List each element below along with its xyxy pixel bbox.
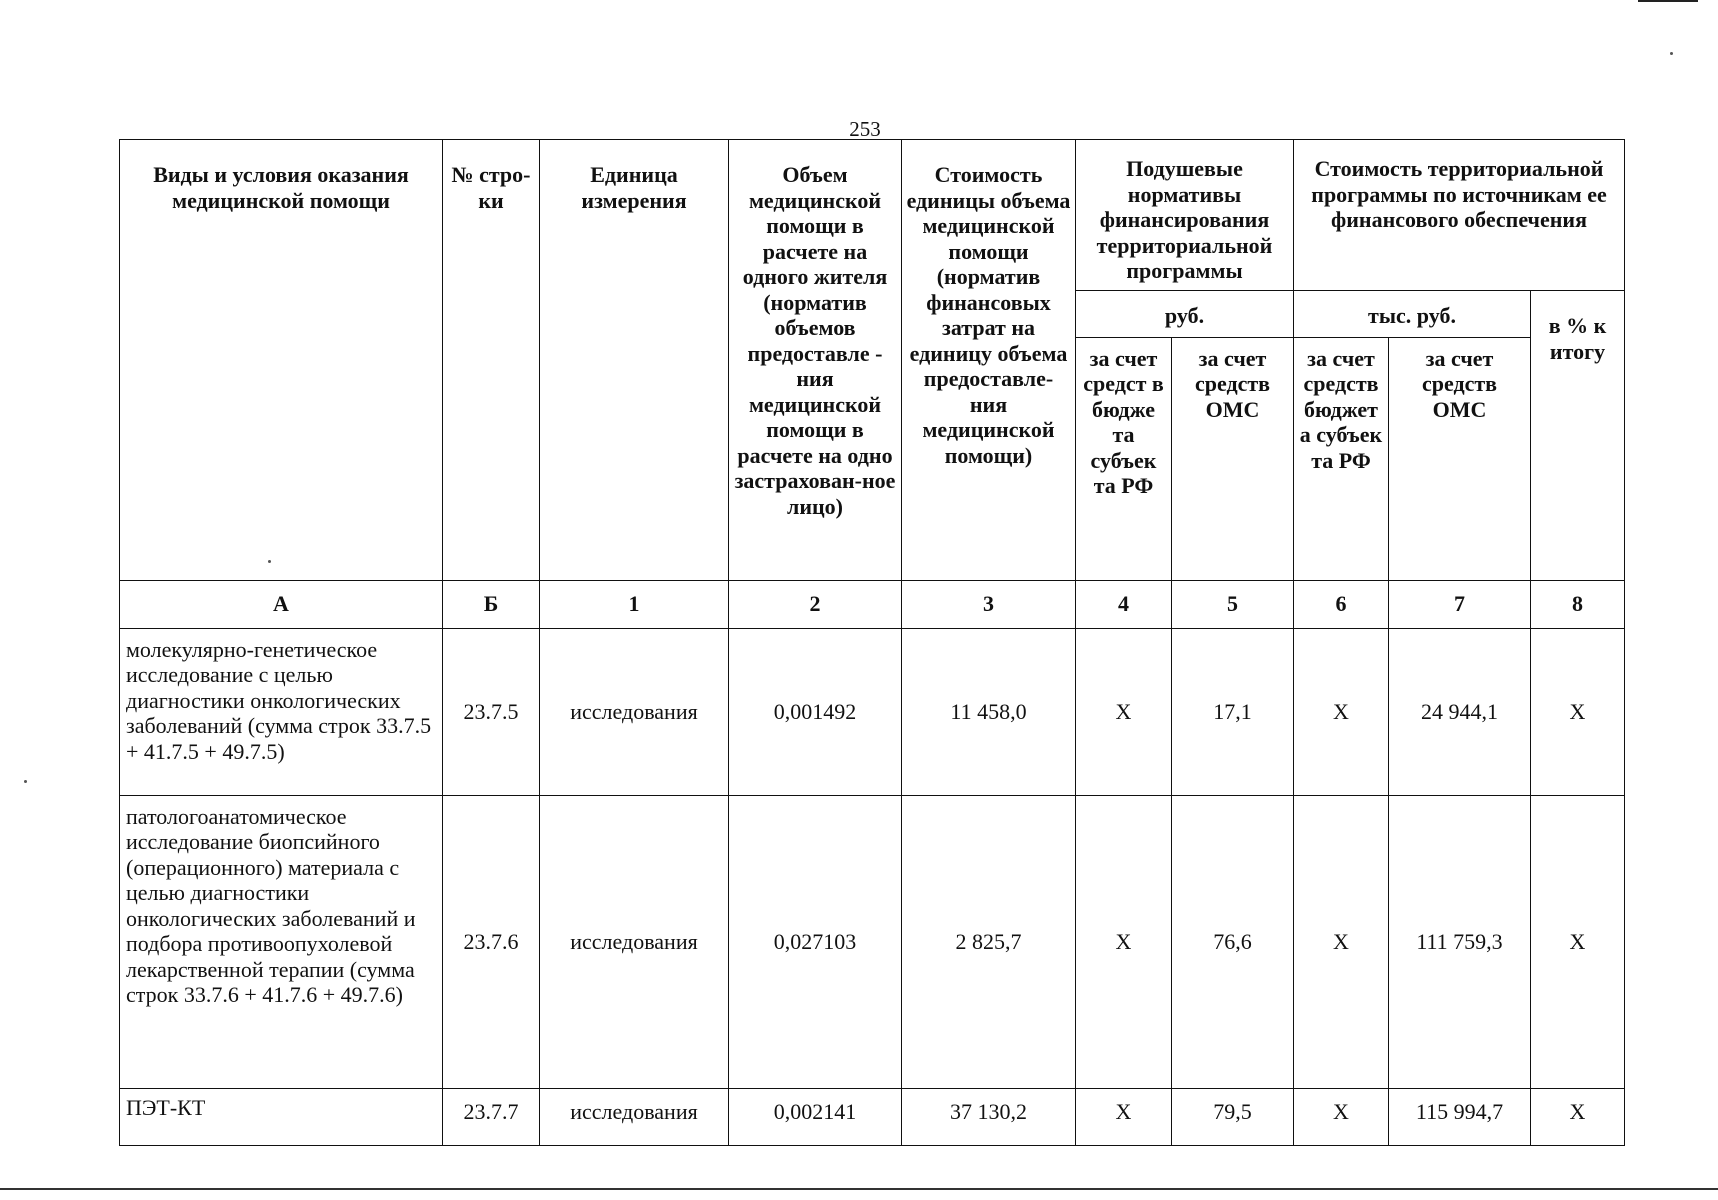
column-number: 7 bbox=[1389, 580, 1531, 628]
volume-cell: 0,027103 bbox=[729, 795, 902, 1088]
care-type-cell: патологоанатомическое исследование биопсийного (операционного) материала с целью диагностики онкологических заболеваний и подбора противоопухолевой лекарственной терапии (сумма строк 33.7.6 + 41.7.6 + 49.7.6) bbox=[120, 795, 443, 1088]
unit-cell: исследования bbox=[540, 795, 729, 1088]
column-number: 3 bbox=[902, 580, 1076, 628]
header-unit: Единица измерения bbox=[540, 140, 729, 581]
cost-budget-cell: Х bbox=[1294, 628, 1389, 795]
care-type-cell: ПЭТ-КТ bbox=[120, 1088, 443, 1145]
unit-cell: исследования bbox=[540, 628, 729, 795]
percent-cell: Х bbox=[1531, 628, 1625, 795]
page-number: 253 bbox=[849, 117, 881, 141]
header-volume: Объем медицинской помощи в расчете на одного жителя (норматив объемов предоставле - ния медицинской помощи в расчете на одно застрахован-ное лицо) bbox=[729, 140, 902, 581]
table-row bbox=[120, 1088, 1625, 1145]
financing-table bbox=[119, 139, 1624, 1146]
percapita-oms-cell: 17,1 bbox=[1172, 628, 1294, 795]
row-number-cell: 23.7.7 bbox=[443, 1088, 540, 1145]
column-number: 5 bbox=[1172, 580, 1294, 628]
column-number: 1 bbox=[540, 580, 729, 628]
table-row bbox=[120, 628, 1625, 795]
header-cost-budget: за счет средств бюджет а субъек та РФ bbox=[1294, 337, 1389, 580]
cost-budget-cell: Х bbox=[1294, 795, 1389, 1088]
percapita-oms-cell: 79,5 bbox=[1172, 1088, 1294, 1145]
header-row-number: № стро-ки bbox=[443, 140, 540, 581]
cost-oms-cell: 115 994,7 bbox=[1389, 1088, 1531, 1145]
column-number: Б bbox=[443, 580, 540, 628]
column-number: 4 bbox=[1076, 580, 1172, 628]
scan-dust-mark bbox=[1670, 52, 1673, 55]
volume-cell: 0,002141 bbox=[729, 1088, 902, 1145]
percapita-budget-cell: Х bbox=[1076, 1088, 1172, 1145]
unit-cell: исследования bbox=[540, 1088, 729, 1145]
column-number: А bbox=[120, 580, 443, 628]
table-row bbox=[120, 795, 1625, 1088]
unit-cost-cell: 37 130,2 bbox=[902, 1088, 1076, 1145]
header-program-cost-group: Стоимость территориальной программы по источникам ее финансового обеспечения bbox=[1294, 140, 1625, 291]
header-percapita-budget: за счет средст в бюдже та субъек та РФ bbox=[1076, 337, 1172, 580]
row-number-cell: 23.7.6 bbox=[443, 795, 540, 1088]
column-number: 6 bbox=[1294, 580, 1389, 628]
care-type-cell: молекулярно-генетическое исследование с целью диагностики онкологических заболеваний (сумма строк 33.7.5 + 41.7.5 + 49.7.5) bbox=[120, 628, 443, 795]
header-per-capita-group: Подушевые нормативы финансирования территориальной программы bbox=[1076, 140, 1294, 291]
header-unit-cost: Стоимость единицы объема медицинской помощи (норматив финансовых затрат на единицу объема предоставле-ния медицинской помощи) bbox=[902, 140, 1076, 581]
percent-cell: Х bbox=[1531, 795, 1625, 1088]
column-number: 2 bbox=[729, 580, 902, 628]
column-number-row bbox=[120, 580, 1625, 628]
header-thousand-rub: тыс. руб. bbox=[1294, 291, 1531, 338]
header-rub: руб. bbox=[1076, 291, 1294, 338]
cost-oms-cell: 24 944,1 bbox=[1389, 628, 1531, 795]
scan-bottom-edge bbox=[0, 1188, 1718, 1190]
cost-budget-cell: Х bbox=[1294, 1088, 1389, 1145]
header-percapita-oms: за счет средств ОМС bbox=[1172, 337, 1294, 580]
scan-dust-mark bbox=[24, 780, 27, 783]
header-cost-oms: за счет средств ОМС bbox=[1389, 337, 1531, 580]
header-care-type: Виды и условия оказания медицинской помощи bbox=[120, 140, 443, 581]
percapita-oms-cell: 76,6 bbox=[1172, 795, 1294, 1088]
percapita-budget-cell: Х bbox=[1076, 628, 1172, 795]
row-number-cell: 23.7.5 bbox=[443, 628, 540, 795]
scan-edge-mark bbox=[1638, 0, 1698, 2]
percent-cell: Х bbox=[1531, 1088, 1625, 1145]
header-percent-of-total: в % к итогу bbox=[1531, 291, 1625, 581]
percapita-budget-cell: Х bbox=[1076, 795, 1172, 1088]
column-number: 8 bbox=[1531, 580, 1625, 628]
volume-cell: 0,001492 bbox=[729, 628, 902, 795]
cost-oms-cell: 111 759,3 bbox=[1389, 795, 1531, 1088]
unit-cost-cell: 2 825,7 bbox=[902, 795, 1076, 1088]
unit-cost-cell: 11 458,0 bbox=[902, 628, 1076, 795]
